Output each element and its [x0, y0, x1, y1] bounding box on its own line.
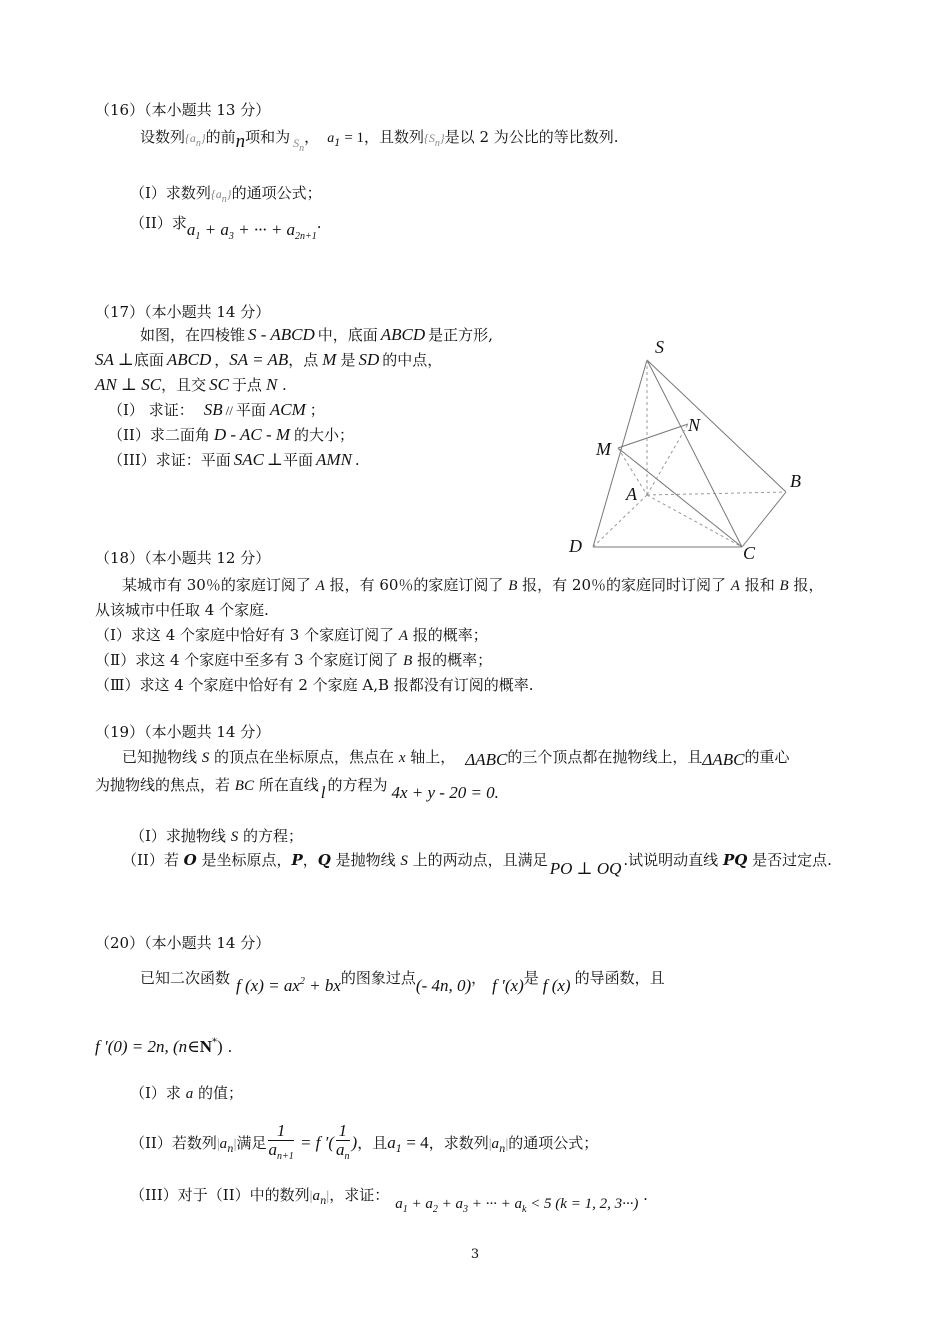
q19-line2: 为抛物线的焦点，若 BC 所在直线 l 的方程为 4x + y - 20 = 0. [95, 776, 499, 802]
q16-part2: （II）求$a_1 + a_3$ + ··· + $a_{2n+1}$. [130, 214, 322, 242]
text: ， [304, 128, 320, 146]
q17-part2: （II）求二面角 D - AC - M 的大小； [108, 425, 355, 444]
q18-part2: （Ⅱ）求这 4 个家庭中至多有 3 个家庭订阅了 B 报的概率； [95, 651, 493, 669]
seq-a: $\{a_n\}$ [185, 131, 206, 149]
fraction-1: $\frac{1}{a_{n+1}}$ [268, 1121, 294, 1162]
label-D: D [569, 536, 582, 556]
text: 是以 2 为公比的等比数列. [444, 128, 619, 146]
q16-part1: （I）求数列$\{a_n\}$的通项公式； [130, 184, 322, 205]
q17-line2: SA ⊥底面 ABCD ，SA = AB，点 M 是 SD 的中点， [95, 350, 443, 369]
sum-inequality: $a_1 + a_2 + a_3$ + ··· + $a_k < 5$ (k = 1, 2, 3···) [395, 1196, 639, 1215]
q19-part2: （II）若 O 是坐标原点，P，Q 是抛物线 S 上的两动点，且满足 PO ⊥ OQ .试说明动直线 PQ 是否过定点. [122, 851, 832, 878]
text: ，且数列 [364, 128, 425, 146]
label-B: B [790, 471, 801, 491]
q19-heading: （19）（本小题共 14 分） [95, 723, 271, 741]
var-n: n [235, 131, 246, 152]
seq-S: $\{S_n\}$ [424, 131, 445, 149]
label-C: C [743, 543, 756, 563]
sum-S: Sn [293, 136, 305, 154]
q18-part1: （Ⅰ）求这 4 个家庭中恰好有 3 个家庭订阅了 A 报的概率； [95, 626, 488, 644]
q20-part2: （II）若数列$|a_n|$满足 $\frac{1}{a_{n+1}}$ = f ′( $\frac{1}{a_n}$ )，且$a_1 = 4$，求数列$|a_n|$的通项公式； [130, 1118, 598, 1175]
q19-line1: 已知抛物线 S 的顶点在坐标原点，焦点在 x 轴上， ΔABC的三个顶点都在抛物线上，且ΔABC的重心 [122, 748, 790, 769]
a1-eq: $a_1 = 1$ [327, 130, 365, 149]
q16-statement [140, 127, 619, 159]
fraction-2: $\frac{1}{a_n}$ [336, 1121, 350, 1162]
label-N: N [688, 415, 701, 435]
q19-part1: （I）求抛物线 S 的方程； [130, 827, 303, 845]
q20-heading: （20）（本小题共 14 分） [95, 934, 271, 952]
label-S: S [655, 337, 664, 357]
q18-line2: 从该城市中任取 4 个家庭. [95, 601, 269, 619]
text: 项和为 [245, 128, 291, 146]
q17-part1: （I） 求证： SB // 平面 ACM ； [108, 400, 325, 419]
q18-line1: 某城市有 30％的家庭订阅了 A 报，有 60％的家庭订阅了 B 报，有 20％的家庭同时订阅了 A 报和 B 报， [122, 576, 824, 594]
label-M: M [596, 439, 611, 459]
q20-line1: 已知二次函数 f $(x) = ax^2$ + bx的图象过点(- 4n, 0)， f ′(x)是 f (x) 的导函数，且 [140, 969, 665, 995]
q17-line1: 如图，在四棱锥 S - ABCD 中，底面 ABCD 是正方形, [140, 325, 493, 344]
sum-expr: $a_1 + a_3$ + ··· + $a_{2n+1}$ [186, 220, 317, 242]
q16-heading: （16）（本小题共 13 分） [95, 101, 271, 119]
q18-heading: （18）（本小题共 12 分） [95, 549, 271, 567]
text: 设数列 [140, 128, 186, 146]
label-A: A [626, 484, 637, 504]
q17-line3: AN ⊥ SC，且交 SC 于点 N . [95, 375, 287, 394]
q17-part3: （III）求证：平面 SAC ⊥平面 AMN . [108, 450, 360, 469]
q20-part3: （III）对于（II）中的数列$|a_n|$，求证： $a_1 + a_2 + a_3$ + ··· + $a_k < 5$ (k = 1, 2, 3···) . [130, 1186, 648, 1215]
pyramid-figure [560, 330, 820, 565]
q20-line2: f ′(0) = 2n, (n∈N*) . [95, 1037, 233, 1056]
page-number: 3 [470, 1247, 480, 1262]
q18-part3: （Ⅲ）求这 4 个家庭中恰好有 2 个家庭 A,B 报都没有订阅的概率. [95, 676, 534, 694]
fx-def: f $(x) = ax^2$ + bx [236, 976, 341, 995]
q20-part1: （I）求 a 的值； [130, 1084, 243, 1102]
text: 的前 [205, 128, 236, 146]
q17-heading: （17）（本小题共 14 分） [95, 303, 271, 321]
